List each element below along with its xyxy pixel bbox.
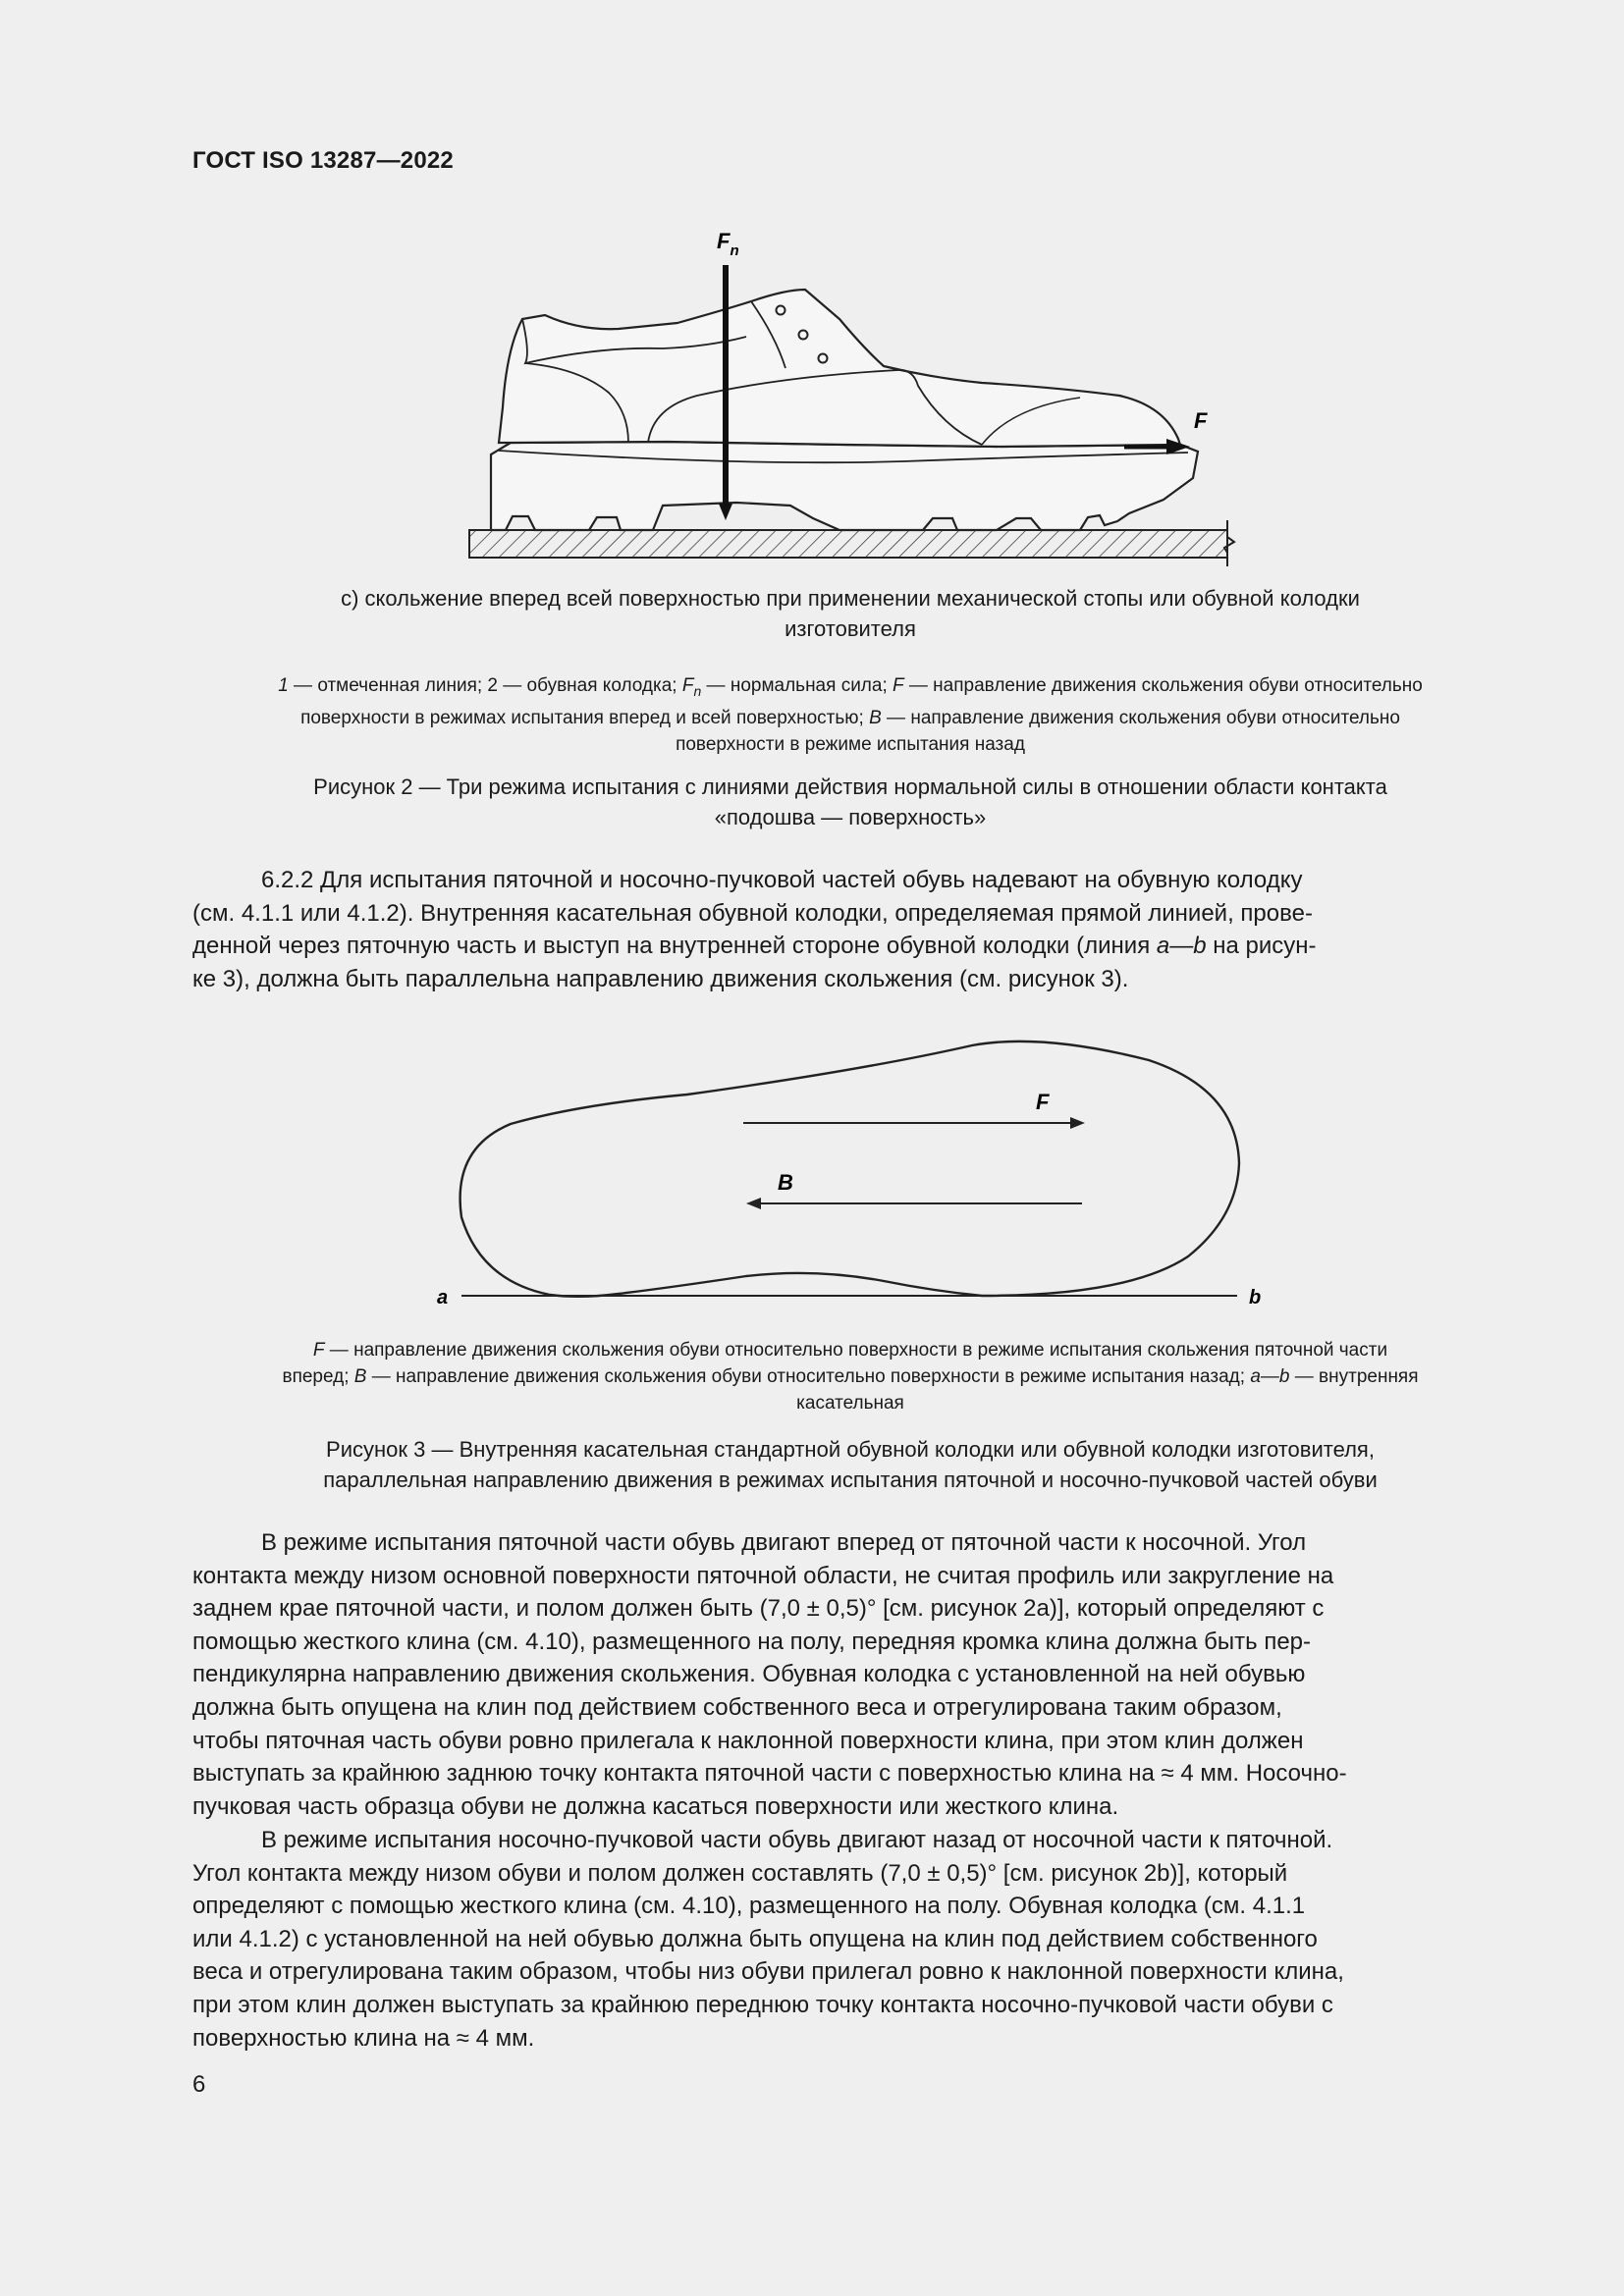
paragraph-heel-mode: [192, 1526, 1508, 1823]
paragraph-heel-line: помощью жесткого клина (см. 4.10), размещенного на полу, передняя кромка клина должна быть пер-: [192, 1628, 1312, 1655]
figure-2-title-line2: «подошва — поверхность»: [714, 805, 987, 829]
paragraph-6-2-2: [192, 864, 1508, 995]
document-header: ГОСТ ISO 13287—2022: [192, 147, 454, 174]
paragraph-toe-line: веса и отрегулирована таким образом, чтобы низ обуви прилегал ровно к наклонной поверхности клина,: [192, 1958, 1344, 1986]
paragraph-6-2-2-line2: (см. 4.1.1 или 4.1.2). Внутренняя касательная обувной колодки, определяемая прямой линией, прове-: [192, 899, 1313, 927]
paragraph-toe-line: В режиме испытания носочно-пучковой части обувь двигают назад от носочной части к пяточной.: [261, 1827, 1333, 1853]
paragraph-toe-line: определяют с помощью жесткого клина (см. 4.10), размещенного на полу. Обувная колодка (см. 4.1.1: [192, 1893, 1306, 1920]
figure-3-last-outline: [422, 1021, 1296, 1315]
paragraph-6-2-2-line3: денной через пяточную часть и выступ на внутренней стороне обувной колодки (линия a—b на рисун-: [192, 933, 1317, 960]
figure-3-title-line1: Рисунок 3 — Внутренняя касательная стандартной обувной колодки или обувной колодки изготовителя,: [326, 1437, 1375, 1462]
paragraph-heel-line: должна быть опущена на клин под действием собственного веса и отрегулирована таким образом,: [192, 1693, 1282, 1721]
paragraph-heel-line: пучковая часть образца обуви не должна касаться поверхности или жесткого клина.: [192, 1792, 1119, 1820]
figure-2c-caption-line1: с) скольжение вперед всей поверхностью при применении механической стопы или обувной колодки: [341, 586, 1360, 611]
normal-force-arrowhead: [719, 504, 732, 520]
figure-2c-caption: [192, 583, 1508, 644]
paragraph-6-2-2-line1: 6.2.2 Для испытания пяточной и носочно-пучковой частей обувь надевают на обувную колодку: [261, 867, 1303, 893]
figure-3-label-b-end: b: [1249, 1287, 1262, 1308]
figure-2c-shoe-diagram: [452, 221, 1257, 574]
paragraph-heel-line: В режиме испытания пяточной части обувь двигают вперед от пяточной части к носочной. Угол: [261, 1529, 1307, 1556]
figure-2-legend-line2: поверхности в режимах испытания вперед и всей поверхностью; B — направление движения скольжения обуви относительно: [300, 707, 1400, 728]
ground-surface: [469, 530, 1227, 558]
paragraph-heel-line: чтобы пяточная часть обуви ровно прилегала к наклонной поверхности клина, при этом клин должен: [192, 1727, 1304, 1754]
last-outline: [460, 1041, 1239, 1297]
paragraph-toe-line: поверхностью клина на ≈ 4 мм.: [192, 2024, 535, 2052]
arrow-b-head: [746, 1198, 761, 1209]
paragraph-heel-line: пендикулярна направлению движения скольжения. Обувная колодка с установленной на ней обувью: [192, 1661, 1306, 1688]
figure-2-legend-line1: 1 — отмеченная линия; 2 — обувная колодка; $F_n$ — нормальная сила; F — направление движения скольжения обуви относительно: [278, 675, 1423, 699]
label-fn: $F_n$: [717, 229, 739, 259]
paragraph-6-2-2-line4: ке 3), должна быть параллельна направлению движения скольжения (см. рисунок 3).: [192, 965, 1129, 992]
figure-3-title: [192, 1434, 1508, 1495]
shoe-upper: [499, 290, 1180, 447]
figure-2-legend-line3: поверхности в режиме испытания назад: [676, 733, 1025, 755]
paragraph-toe-line: Угол контакта между низом обуви и полом должен составлять (7,0 ± 0,5)° [см. рисунок 2b)], который: [192, 1859, 1288, 1887]
paragraph-toe-line: или 4.1.2) с установленной на ней обувью должна быть опущена на клин под действием собственного: [192, 1925, 1318, 1952]
paragraph-toe-mode: [192, 1824, 1508, 2055]
arrow-f-head: [1070, 1117, 1085, 1129]
paragraph-heel-line: выступать за крайнюю заднюю точку контакта пяточной части с поверхностью клина на ≈ 4 мм. Носочно-: [192, 1760, 1347, 1788]
figure-3-label-b: B: [778, 1170, 793, 1195]
figure-3-legend: [192, 1337, 1508, 1416]
paragraph-toe-line: при этом клин должен выступать за крайнюю переднюю точку контакта носочно-пучковой части обуви с: [192, 1991, 1333, 2018]
figure-3-legend-line2: вперед; B — направление движения скольжения обуви относительно поверхности в режиме испытания назад; a—b — внутренняя: [282, 1366, 1419, 1387]
figure-2-legend: [192, 672, 1508, 758]
label-fn-sub: n: [730, 242, 739, 259]
figure-2c-caption-line2: изготовителя: [785, 616, 916, 641]
figure-3-legend-line1: F — направление движения скольжения обуви относительно поверхности в режиме испытания скольжения пяточной части: [312, 1340, 1388, 1361]
figure-3-title-line2: параллельная направлению движения в режимах испытания пяточной и носочно-пучковой частей обуви: [323, 1468, 1378, 1492]
label-f: F: [1194, 408, 1208, 433]
paragraph-heel-line: заднем крае пяточной части, и полом должен быть (7,0 ± 0,5)° [см. рисунок 2a)], который определяют с: [192, 1595, 1325, 1623]
page-number: 6: [192, 2071, 206, 2098]
figure-3-label-a-end: a: [437, 1287, 449, 1308]
figure-2-title: [192, 772, 1508, 832]
figure-3-legend-line3: касательная: [796, 1393, 904, 1414]
figure-2-title-line1: Рисунок 2 — Три режима испытания с линиями действия нормальной силы в отношении области контакта: [313, 774, 1387, 799]
figure-3-label-f: F: [1036, 1090, 1050, 1114]
paragraph-heel-line: контакта между низом основной поверхности пяточной области, не считая профиль или закругление на: [192, 1562, 1334, 1589]
